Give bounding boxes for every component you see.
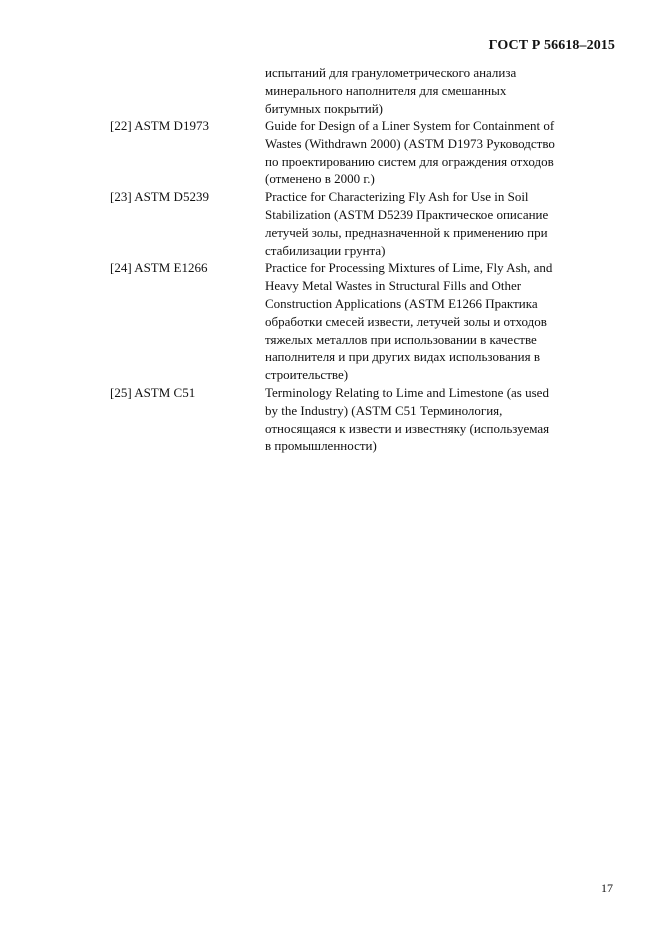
reference-code: [22] ASTM D1973 [110,118,209,133]
reference-line: наполнителя и при других видах использования в [265,349,540,365]
reference-line: по проектированию систем для ограждения отходов [265,153,554,169]
page-number: 17 [601,881,613,895]
bibliography-list [110,117,620,455]
reference-line: Construction Applications (ASTM E1266 Практика [265,295,538,311]
reference-title [265,259,620,384]
reference-entry-25 [110,384,620,455]
reference-title [265,117,620,188]
reference-line: Wastes (Withdrawn 2000) (ASTM D1973 Руководство [265,135,555,151]
reference-line: строительстве) [265,367,349,383]
continued-line: испытаний для гранулометрического анализа [265,65,517,80]
reference-line: в промышленности) [265,438,377,454]
reference-code: [25] ASTM C51 [110,384,196,400]
reference-line: Practice for Characterizing Fly Ash for Use in Soil [265,189,529,205]
reference-title [265,188,620,259]
reference-line: (отменено в 2000 г.) [265,171,375,187]
reference-line: стабилизации грунта) [265,242,386,258]
document-code-header: ГОСТ Р 56618–2015 [488,38,615,53]
continued-line: минерального наполнителя для смешанных [265,82,507,98]
reference-code: [23] ASTM D5239 [110,189,209,205]
reference-line: Heavy Metal Wastes in Structural Fills and Other [265,278,522,294]
continued-line: битумных покрытий) [265,100,384,116]
reference-line: Stabilization (ASTM D5239 Практическое описание [265,206,549,222]
reference-title [265,384,620,455]
reference-entry-24 [110,259,620,384]
reference-entry-23 [110,188,620,259]
reference-code: [24] ASTM E1266 [110,260,208,276]
reference-line: Terminology Relating to Lime and Limestone (as used [265,384,549,400]
continued-reference-text [265,64,615,117]
reference-entry-22 [110,117,620,188]
reference-line: тяжелых металлов при использовании в качестве [265,331,537,347]
reference-line: относящаяся к извести и известняку (используемая [265,420,550,436]
reference-line: Practice for Processing Mixtures of Lime, Fly Ash, and [265,260,553,276]
reference-line: летучей золы, предназначенной к применению при [265,224,548,240]
reference-line: Guide for Design of a Liner System for Containment of [265,118,555,133]
reference-line: обработки смесей извести, летучей золы и отходов [265,313,547,329]
reference-line: by the Industry) (ASTM C51 Терминология, [265,402,503,418]
